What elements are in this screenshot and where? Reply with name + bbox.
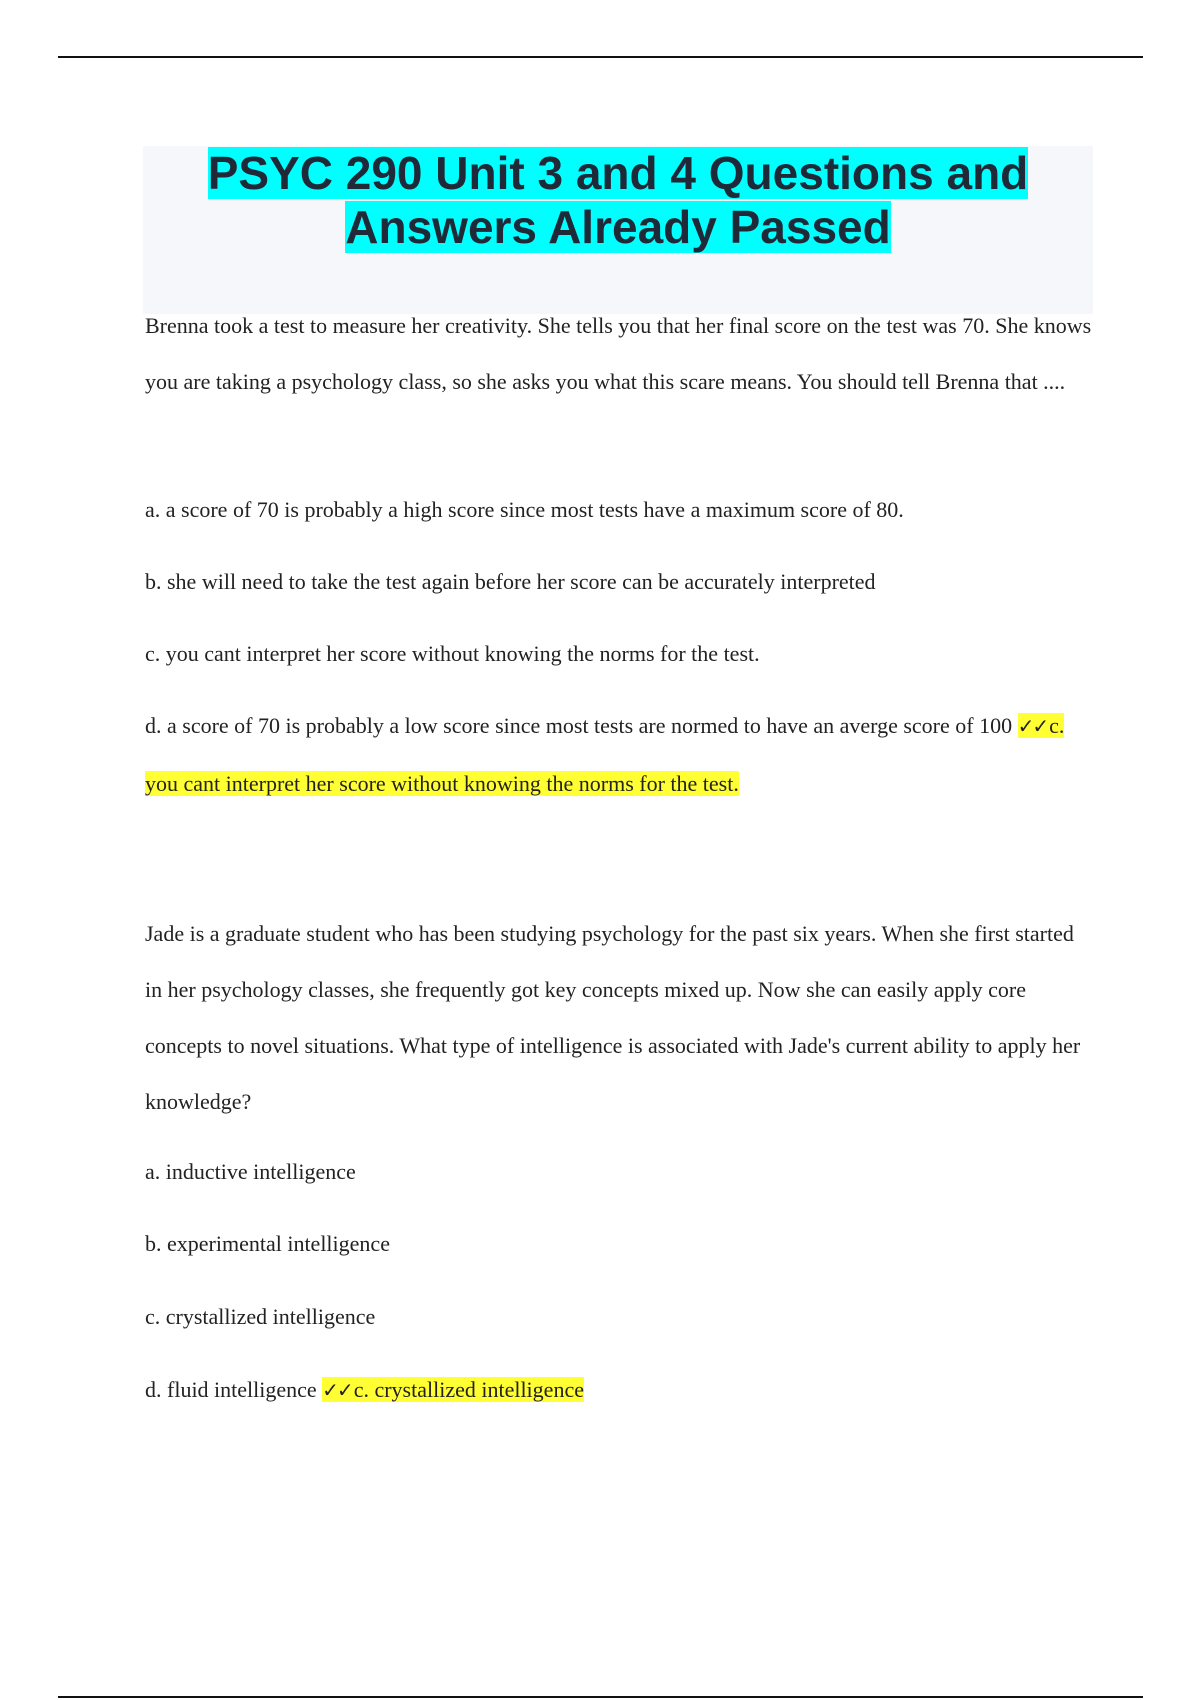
title-line-2: Answers Already Passed xyxy=(345,201,891,253)
question-1-option-c: c. you cant interpret her score without knowing the norms for the test. xyxy=(145,641,760,666)
question-1-prompt: Brenna took a test to measure her creativity. She tells you that her final score on the test was 70. She knows you are taking a psychology class, so she asks you what this scare means. You should tell Brenna that .... xyxy=(145,313,1092,394)
question-1-answer: c. you cant interpret her score without knowing the norms for the test. xyxy=(145,713,1065,796)
question-2-prompt: Jade is a graduate student who has been studying psychology for the past six years. When she first started in her psychology classes, she frequently got key concepts mixed up. Now she can easily apply core concepts to novel situations. What type of intelligence is associated with Jade's current ability to apply her knowledge? xyxy=(145,921,1081,1114)
header-rule xyxy=(58,56,1143,58)
footer-rule xyxy=(58,1696,1143,1698)
question-1-option-d-with-answer xyxy=(145,697,1095,813)
question-2-option-b: b. experimental intelligence xyxy=(145,1231,390,1256)
question-2-option-a: a. inductive intelligence xyxy=(145,1159,356,1184)
double-check-icon: ✓✓ xyxy=(1017,714,1048,738)
question-2-answer-highlight xyxy=(322,1377,584,1402)
question-1-option-b: b. she will need to take the test again before her score can be accurately interpreted xyxy=(145,569,876,594)
question-2-answer: c. crystallized intelligence xyxy=(353,1377,584,1402)
question-2-option-c: c. crystallized intelligence xyxy=(145,1304,376,1329)
double-check-icon: ✓✓ xyxy=(322,1378,352,1402)
document-title xyxy=(143,146,1093,254)
question-2-option-d-with-answer xyxy=(145,1374,1095,1406)
question-1-option-a: a. a score of 70 is probably a high score since most tests have a maximum score of 80. xyxy=(145,497,904,522)
title-line-1: PSYC 290 Unit 3 and 4 Questions and xyxy=(207,147,1029,199)
question-1-option-d: d. a score of 70 is probably a low score since most tests are normed to have an averge score of 100 xyxy=(145,713,1013,738)
question-2-option-d: d. fluid intelligence xyxy=(145,1377,317,1402)
